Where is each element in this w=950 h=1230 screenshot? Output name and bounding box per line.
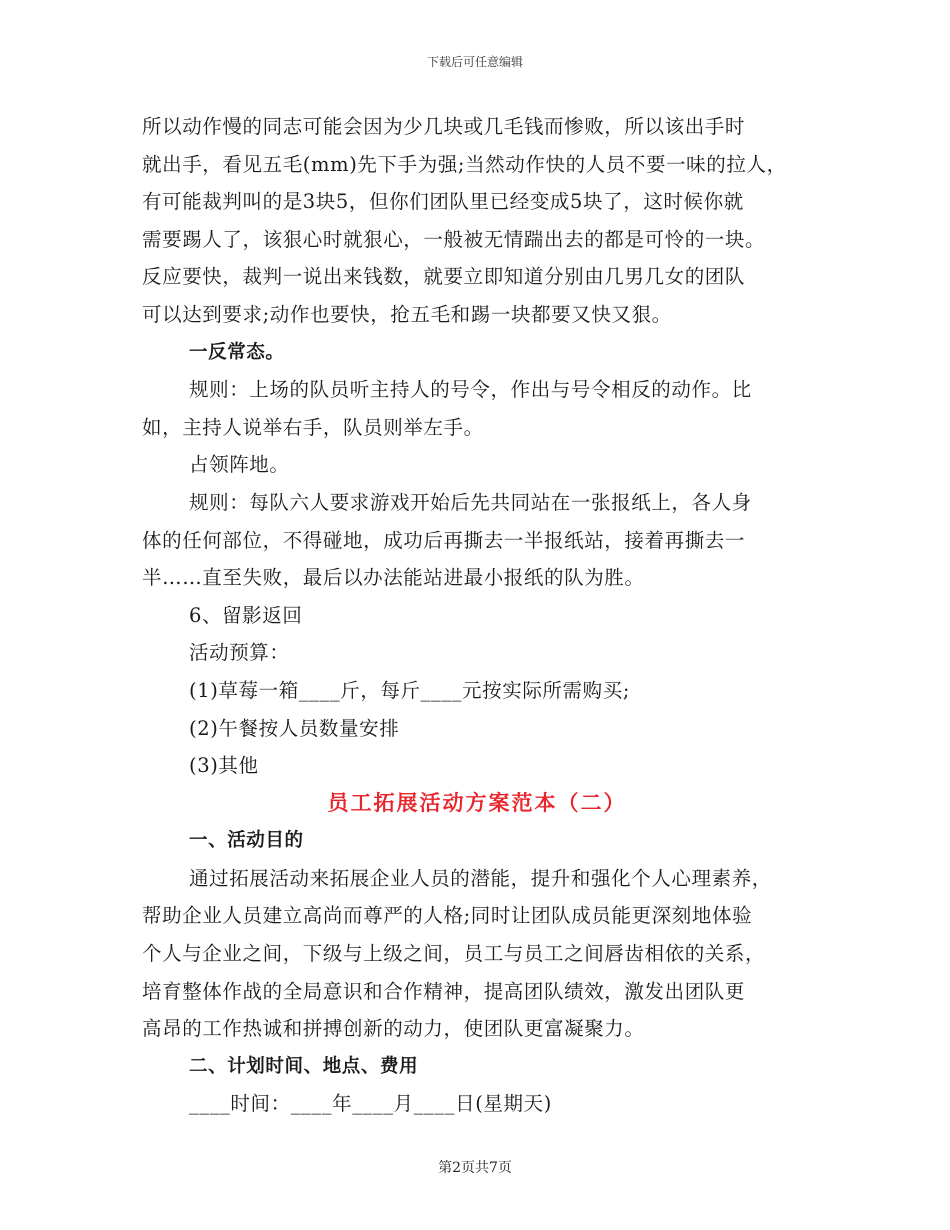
rule-line: 规则：每队六人要求游戏开始后先共同站在一张报纸上，各人身: [189, 490, 752, 514]
section-title: 员工拓展活动方案范本（二）: [327, 790, 627, 815]
body-line: 可以达到要求;动作也要快，抢五毛和踢一块都要又快又狠。: [142, 302, 672, 326]
budget-item: (1)草莓一箱____斤，每斤____元按实际所需购买;: [189, 678, 630, 702]
page-footer: 第2页共7页: [438, 1160, 512, 1176]
body-line: 如，主持人说举右手，队员则举左手。: [142, 415, 484, 439]
page-header-note: 下载后可任意编辑: [426, 55, 523, 69]
body-line: 通过拓展活动来拓展企业人员的潜能，提升和强化个人心理素养，: [189, 866, 772, 890]
body-line: 所以动作慢的同志可能会因为少几块或几毛钱而惨败，所以该出手时: [142, 115, 746, 138]
game-heading: 一反常态。: [189, 341, 285, 363]
body-line: 反应要快，裁判一说出来钱数，就要立即知道分别由几男几女的团队: [142, 265, 746, 289]
section-heading: 一、活动目的: [189, 830, 304, 852]
document-body: [142, 108, 812, 1123]
body-line: 培育整体作战的全局意识和合作精神，提高团队绩效，激发出团队更: [142, 979, 746, 1003]
time-line: ____时间：____年____月____日(星期天): [189, 1092, 552, 1116]
body-line: 有可能裁判叫的是3块5，但你们团队里已经变成5块了，这时候你就: [142, 190, 744, 214]
body-line: 高昂的工作热诚和拼搏创新的动力，使团队更富凝聚力。: [142, 1017, 645, 1041]
body-line: 帮助企业人员建立高尚而尊严的人格;同时让团队成员能更深刻地体验: [142, 904, 753, 928]
game-heading: 占领阵地。: [189, 453, 290, 477]
body-line: 个人与企业之间，下级与上级之间，员工与员工之间唇齿相依的关系，: [142, 942, 766, 966]
body-line: 体的任何部位，不得碰地，成功后再撕去一半报纸站，接着再撕去一: [142, 528, 746, 552]
section-heading: 二、计划时间、地点、费用: [189, 1055, 419, 1077]
body-line: 需要踢人了，该狠心时就狠心，一般被无情踹出去的都是可怜的一块。: [142, 227, 766, 251]
budget-heading: 活动预算：: [189, 641, 290, 665]
body-line: 就出手，看见五毛(mm)先下手为强;当然动作快的人员不要一味的拉人，: [142, 152, 787, 176]
rule-line: 规则：上场的队员听主持人的号令，作出与号令相反的动作。比: [189, 378, 752, 402]
budget-item: (3)其他: [189, 754, 259, 778]
budget-item: (2)午餐按人员数量安排: [189, 716, 400, 740]
body-line: 半……直至失败，最后以办法能站进最小报纸的队为胜。: [142, 566, 645, 590]
step-item: 6、留影返回: [189, 603, 303, 627]
